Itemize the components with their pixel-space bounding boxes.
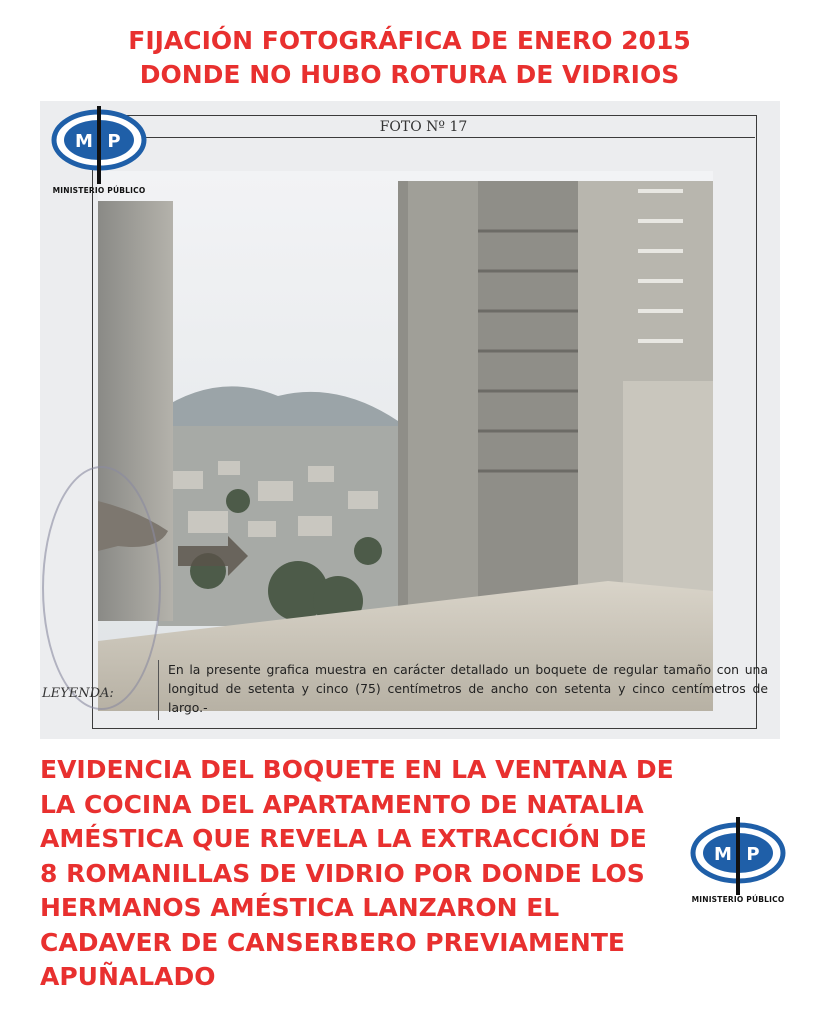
ministerio-publico-logo-bottom xyxy=(683,815,793,907)
photo-number: FOTO Nº 17 xyxy=(92,115,755,138)
mp-emblem-icon xyxy=(683,815,793,895)
caption-line-4: 8 ROMANILLAS DE VIDRIO POR DONDE LOS xyxy=(40,858,645,888)
logo-label: MINISTERIO PÚBLICO xyxy=(691,895,785,904)
caption-line-1: EVIDENCIA DEL BOQUETE EN LA VENTANA DE xyxy=(40,755,674,784)
headline-line-2: DONDE NO HUBO ROTURA DE VIDRIOS xyxy=(139,60,680,89)
logo-initial-m: M xyxy=(714,844,732,865)
legend-label: LEYENDA: xyxy=(42,686,114,701)
logo-label: MINISTERIO PÚBLICO xyxy=(52,186,146,195)
headline xyxy=(0,24,819,92)
legend-text: En la presente grafica muestra en carácter detallado un boquete de regular tamaño con una longitud de setenta y cinco (75) centímetros de ancho con setenta y cinco centímetros de largo.- xyxy=(168,662,768,715)
legend-row xyxy=(40,654,780,739)
logo-initial-m: M xyxy=(75,131,93,152)
caption-line-5: HERMANOS AMÉSTICA LANZARON EL xyxy=(40,893,560,922)
headline-line-1: FIJACIÓN FOTOGRÁFICA DE ENERO 2015 xyxy=(128,26,691,55)
caption-line-2: LA COCINA DEL APARTAMENTO DE NATALIA xyxy=(40,789,644,819)
caption xyxy=(40,753,680,995)
caption-line-7: APUÑALADO xyxy=(40,962,216,991)
ministerio-publico-logo-top xyxy=(44,106,154,198)
evidence-document xyxy=(40,101,780,739)
logo-initial-p: P xyxy=(746,844,760,865)
caption-line-6: CADAVER DE CANSERBERO PREVIAMENTE xyxy=(40,927,625,957)
legend-divider xyxy=(158,660,159,720)
logo-initial-p: P xyxy=(107,131,121,152)
mp-emblem-icon xyxy=(44,106,154,186)
caption-line-3: AMÉSTICA QUE REVELA LA EXTRACCIÓN DE xyxy=(40,824,647,853)
window-photo xyxy=(98,171,713,711)
